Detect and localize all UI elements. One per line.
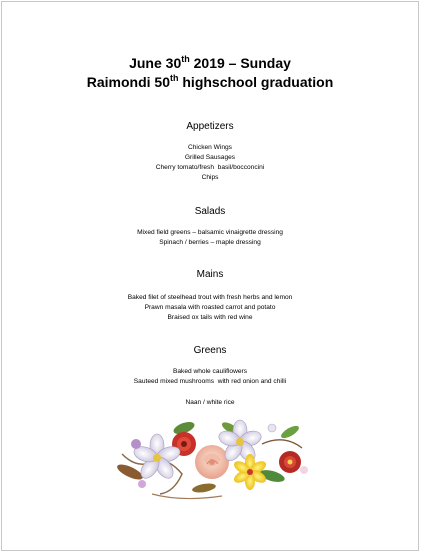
- section-heading-greens: Greens: [193, 345, 227, 356]
- menu-item: Spinach / berries – maple dressing: [159, 239, 261, 246]
- menu-item: Chips: [201, 174, 219, 181]
- menu-item: Cherry tomato/fresh basil/bocconcini: [155, 164, 265, 171]
- menu-item: Chicken Wings: [188, 144, 232, 151]
- page-title-event: Raimondi 50th highschool graduation: [86, 73, 334, 90]
- page-title-date: June 30th 2019 – Sunday: [129, 54, 291, 71]
- menu-item: Grilled Sausages: [184, 154, 236, 161]
- menu-item: Braised ox tails with red wine: [167, 314, 253, 321]
- menu-item: Mixed field greens – balsamic vinaigrette dressing: [137, 229, 283, 236]
- menu-item: Sauteed mixed mushrooms with red onion and chilli: [133, 378, 287, 385]
- section-heading-mains: Mains: [196, 269, 224, 280]
- menu-item: Prawn masala with roasted carrot and potato: [144, 304, 276, 311]
- section-heading-appetizers: Appetizers: [186, 121, 234, 132]
- menu-item: Baked whole cauliflowers: [172, 368, 248, 375]
- flower-border-image: [112, 414, 312, 504]
- section-heading-salads: Salads: [194, 206, 226, 217]
- menu-item: Baked filet of steelhead trout with fresh herbs and lemon: [127, 294, 293, 301]
- menu-item: Naan / white rice: [185, 399, 235, 406]
- menu-page: [1, 1, 419, 551]
